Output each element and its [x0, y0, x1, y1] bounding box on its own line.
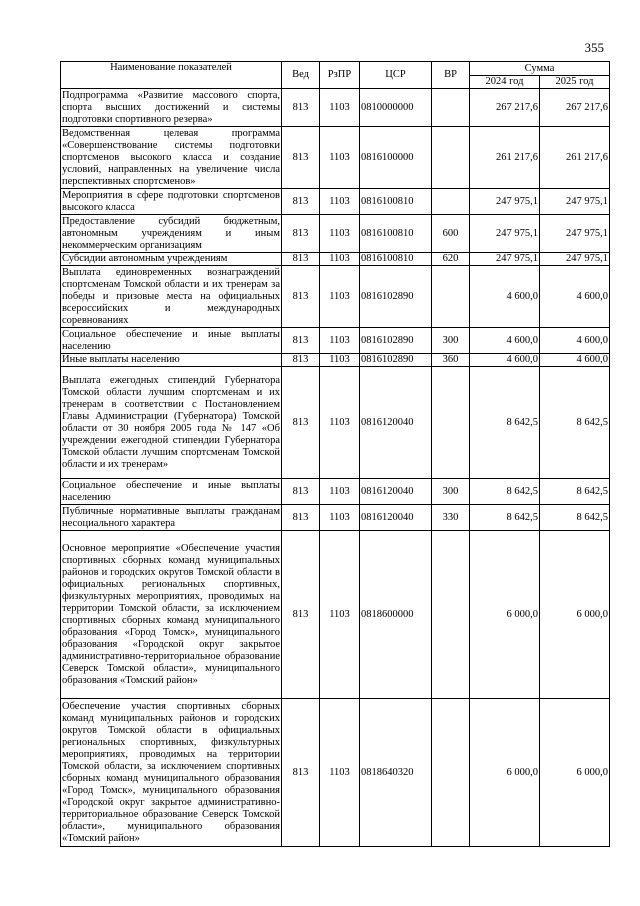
- row-ved-cell: 813: [282, 367, 320, 479]
- table-row: [61, 479, 610, 505]
- table-row: [61, 189, 610, 215]
- table-row: [61, 505, 610, 531]
- row-vr-cell: [432, 531, 470, 699]
- budget-table: [60, 61, 610, 847]
- row-name-cell: Выплата ежегодных стипендий Губернатора Томской области лучшим спортсменам и их тренерам в соответствии с Постановлением Главы Администрации (Губернатора) Томской области от 30 ноября 2005 года № 147 «Об учреждении ежегодной стипендии Губернатора Томской области лучшим спортсменам Томской области и их тренерам»: [61, 367, 282, 479]
- row-vr-cell: [432, 189, 470, 215]
- row-amount-2025-cell: 8 642,5: [540, 505, 610, 531]
- row-vr-cell: [432, 367, 470, 479]
- header-csr: ЦСР: [360, 62, 432, 89]
- row-rzpr-cell: 1103: [320, 189, 360, 215]
- row-amount-2025-cell: 261 217,6: [540, 127, 610, 189]
- row-csr-cell: 0816100810: [360, 189, 432, 215]
- row-name-cell: Социальное обеспечение и иные выплаты населению: [62, 479, 280, 503]
- header-year-2025: 2025 год: [540, 76, 610, 89]
- row-csr-cell: 0816102890: [360, 354, 432, 367]
- header-rzpr: РзПР: [320, 62, 360, 89]
- row-amount-2025-cell: 8 642,5: [540, 367, 610, 479]
- row-ved-cell: 813: [282, 699, 320, 847]
- row-rzpr-cell: 1103: [320, 328, 360, 354]
- row-name-cell: Основное мероприятие «Обеспечение участия спортивных сборных команд муниципальных районов и городских округов Томской области в официальных региональных спортивных, физкультурных мероприятиях, проводимых на территории Томской области, за исключением спортивных сборных команд муниципального образования «Город Томск», муниципального образования «Городской округ закрытое административно-территориальное образование Северск Томской области», муниципального образования «Томский район»: [61, 531, 282, 699]
- row-csr-cell: 0816100810: [360, 253, 432, 266]
- row-name-cell: Социальное обеспечение и иные выплаты населению: [62, 328, 280, 352]
- row-vr-cell: 300: [432, 479, 470, 505]
- row-amount-2024-cell: 247 975,1: [470, 253, 540, 266]
- row-amount-2025-cell: 4 600,0: [540, 328, 610, 354]
- row-csr-cell: 0816100810: [360, 215, 432, 253]
- row-csr-cell: 0816120040: [360, 479, 432, 505]
- row-rzpr-cell: 1103: [320, 215, 360, 253]
- row-ved-cell: 813: [282, 505, 320, 531]
- row-amount-2025-cell: 4 600,0: [540, 266, 610, 328]
- row-csr-cell: 0818600000: [360, 531, 432, 699]
- row-csr-cell: 0810000000: [360, 89, 432, 127]
- row-amount-2024-cell: 267 217,6: [470, 89, 540, 127]
- row-vr-cell: [432, 699, 470, 847]
- table-row: [61, 328, 610, 354]
- row-name-cell: Публичные нормативные выплаты гражданам несоциального характера: [62, 505, 280, 529]
- row-amount-2025-cell: 247 975,1: [540, 189, 610, 215]
- row-rzpr-cell: 1103: [320, 253, 360, 266]
- row-name-cell: Иные выплаты населению: [61, 354, 282, 367]
- row-amount-2025-cell: 267 217,6: [540, 89, 610, 127]
- row-csr-cell: 0816102890: [360, 266, 432, 328]
- table-row: [61, 354, 610, 367]
- row-rzpr-cell: 1103: [320, 89, 360, 127]
- row-name-cell: Мероприятия в сфере подготовки спортсменов высокого класса: [62, 189, 280, 213]
- row-vr-cell: [432, 266, 470, 328]
- row-rzpr-cell: 1103: [320, 699, 360, 847]
- row-amount-2024-cell: 6 000,0: [470, 699, 540, 847]
- row-rzpr-cell: 1103: [320, 127, 360, 189]
- row-amount-2025-cell: 247 975,1: [540, 253, 610, 266]
- row-vr-cell: [432, 127, 470, 189]
- row-rzpr-cell: 1103: [320, 505, 360, 531]
- table-row: [61, 531, 610, 699]
- row-name-cell: Выплата единовременных вознаграждений спортсменам Томской области и их тренерам за победы и призовые места на официальных всероссийских и международных соревнованиях: [62, 266, 280, 326]
- table-row: [61, 699, 610, 847]
- row-ved-cell: 813: [282, 531, 320, 699]
- table-row: [61, 215, 610, 253]
- row-amount-2024-cell: 247 975,1: [470, 189, 540, 215]
- table-row: [61, 127, 610, 189]
- row-ved-cell: 813: [282, 328, 320, 354]
- table-row: [61, 253, 610, 266]
- row-name-cell: Обеспечение участия спортивных сборных команд муниципальных районов и городских округов Томской области в официальных региональных спортивных, физкультурных мероприятиях, проводимых на территории Томской области, за исключением спортивных сборных команд муниципального образования «Город Томск», муниципального образования «Городской округ закрытое административно-территориальное образование Северск Томской области», муниципального образования «Томский район»: [61, 699, 282, 847]
- row-name-cell: Субсидии автономным учреждениям: [61, 253, 282, 266]
- row-ved-cell: 813: [282, 189, 320, 215]
- table-row: [61, 266, 610, 328]
- row-rzpr-cell: 1103: [320, 479, 360, 505]
- row-vr-cell: 330: [432, 505, 470, 531]
- row-name-cell: Ведомственная целевая программа «Совершенствование системы подготовки спортсменов высокого класса и создание условий, направленных на увеличение числа перспективных спортсменов»: [62, 127, 280, 187]
- row-amount-2024-cell: 261 217,6: [470, 127, 540, 189]
- row-amount-2025-cell: 247 975,1: [540, 215, 610, 253]
- row-ved-cell: 813: [282, 215, 320, 253]
- header-year-2024: 2024 год: [470, 76, 540, 89]
- header-sum: Сумма: [470, 62, 610, 76]
- row-amount-2025-cell: 6 000,0: [540, 531, 610, 699]
- row-amount-2024-cell: 4 600,0: [470, 328, 540, 354]
- row-name-cell: Подпрограмма «Развитие массового спорта, спорта высших достижений и системы подготовки спортивного резерва»: [62, 89, 280, 125]
- row-csr-cell: 0816100000: [360, 127, 432, 189]
- row-ved-cell: 813: [282, 266, 320, 328]
- row-vr-cell: 600: [432, 215, 470, 253]
- row-rzpr-cell: 1103: [320, 531, 360, 699]
- row-amount-2025-cell: 6 000,0: [540, 699, 610, 847]
- header-ved: Вед: [282, 62, 320, 89]
- row-amount-2024-cell: 6 000,0: [470, 531, 540, 699]
- row-vr-cell: 360: [432, 354, 470, 367]
- row-ved-cell: 813: [282, 89, 320, 127]
- header-vr: ВР: [432, 62, 470, 89]
- row-ved-cell: 813: [282, 127, 320, 189]
- row-amount-2024-cell: 4 600,0: [470, 266, 540, 328]
- row-rzpr-cell: 1103: [320, 367, 360, 479]
- row-rzpr-cell: 1103: [320, 354, 360, 367]
- row-amount-2024-cell: 247 975,1: [470, 215, 540, 253]
- row-amount-2024-cell: 8 642,5: [470, 367, 540, 479]
- row-csr-cell: 0816120040: [360, 505, 432, 531]
- row-amount-2025-cell: 4 600,0: [540, 354, 610, 367]
- row-vr-cell: [432, 89, 470, 127]
- row-vr-cell: 300: [432, 328, 470, 354]
- table-row: [61, 367, 610, 479]
- row-amount-2024-cell: 8 642,5: [470, 479, 540, 505]
- row-amount-2024-cell: 4 600,0: [470, 354, 540, 367]
- row-ved-cell: 813: [282, 354, 320, 367]
- row-csr-cell: 0816120040: [360, 367, 432, 479]
- row-rzpr-cell: 1103: [320, 266, 360, 328]
- row-ved-cell: 813: [282, 479, 320, 505]
- page-number: 355: [584, 40, 604, 55]
- row-amount-2024-cell: 8 642,5: [470, 505, 540, 531]
- row-csr-cell: 0818640320: [360, 699, 432, 847]
- header-name: Наименование показателей: [61, 62, 282, 89]
- table-row: [61, 89, 610, 127]
- row-ved-cell: 813: [282, 253, 320, 266]
- row-csr-cell: 0816102890: [360, 328, 432, 354]
- row-name-cell: Предоставление субсидий бюджетным, автономным учреждениям и иным некоммерческим организациям: [62, 215, 280, 251]
- row-vr-cell: 620: [432, 253, 470, 266]
- row-amount-2025-cell: 8 642,5: [540, 479, 610, 505]
